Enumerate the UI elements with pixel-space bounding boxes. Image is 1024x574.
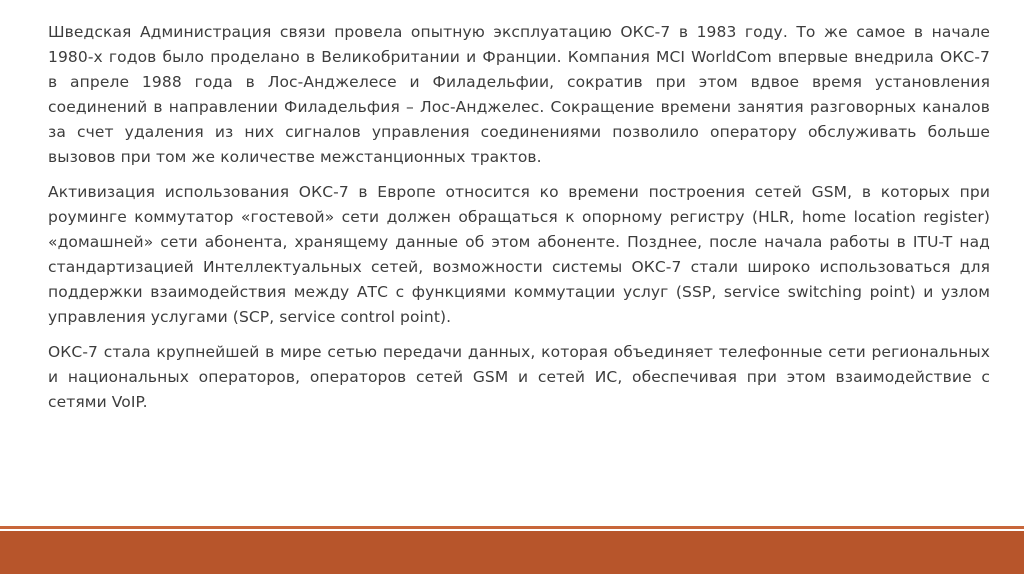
footer-bar xyxy=(0,531,1024,574)
paragraph-2: Активизация использования ОКС-7 в Европе относится ко времени построения сетей GSM, в которых при роуминге коммутатор «гостевой» сети должен обращаться к опорному регистру (HLR, home location register) «домашней» сети абонента, хранящему данные об этом абоненте. Позднее, после начала работы в ITU-T над стандартизацией Интеллектуальных сетей, возможности системы ОКС-7 стали широко использоваться для поддержки взаимодействия между АТС с функциями коммутации услуг (SSP, service switching point) и узлом управления услугами (SCP, service control point). xyxy=(48,183,990,326)
paragraph-3: ОКС-7 стала крупнейшей в мире сетью передачи данных, которая объединяет телефонные сети региональных и национальных операторов, операторов сетей GSM и сетей ИС, обеспечивая при этом взаимодействие с сетями VoIP. xyxy=(48,343,990,411)
footer-accent-line xyxy=(0,526,1024,529)
slide-body xyxy=(48,20,990,425)
paragraph-1: Шведская Администрация связи провела опытную эксплуатацию ОКС-7 в 1983 году. То же самое в начале 1980-х годов было проделано в Великобритании и Франции. Компания MCI WorldCom впервые внедрила ОКС-7 в апреле 1988 года в Лос-Анджелесе и Филадельфии, сократив при этом вдвое время установления соединений в направлении Филадельфия – Лос-Анджелес. Сокращение времени занятия разговорных каналов за счет удаления из них сигналов управления соединениями позволило оператору обслуживать больше вызовов при том же количестве межстанционных трактов. xyxy=(48,23,990,166)
